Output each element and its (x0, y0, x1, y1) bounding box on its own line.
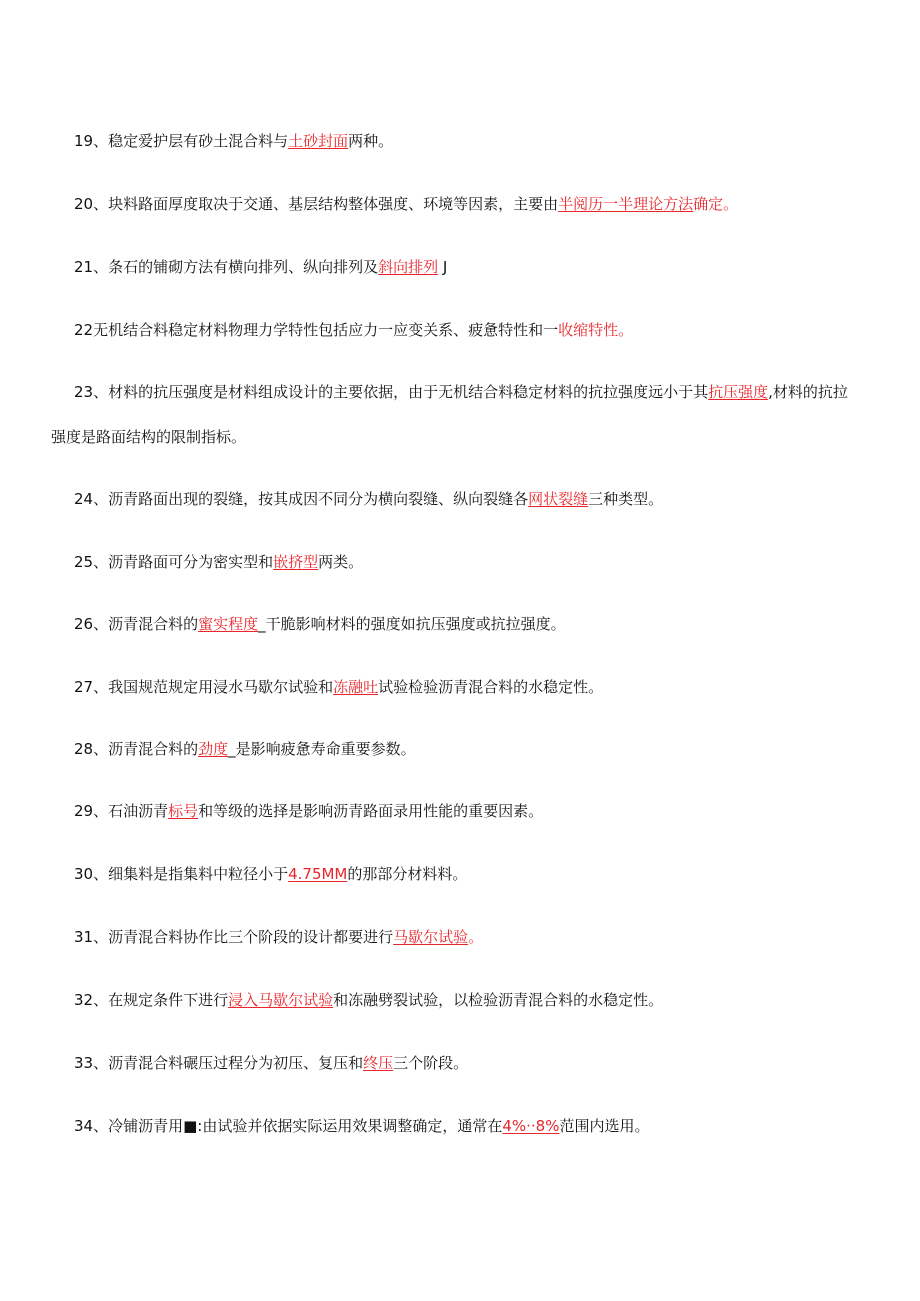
item-28 (74, 739, 416, 759)
item-32-answer: 浸入马歇尔试验 (228, 991, 334, 1009)
item-25-answer: 嵌挤型 (273, 553, 319, 571)
item-19-text-b: 两种。 (348, 132, 394, 150)
item-33 (74, 1053, 468, 1073)
item-23-continuation: 强度是路面结构的限制指标。 (51, 428, 247, 446)
item-19-answer: 土砂封面 (288, 132, 349, 150)
item-22-text-a: 22无机结合料稳定材料物理力学特性包括应力一应变关系、疲惫特性和一 (74, 321, 559, 339)
item-30-text-a: 30、细集料是指集料中粒径小于 (74, 865, 289, 883)
item-22 (74, 320, 633, 340)
item-24-answer: 网状裂缝 (528, 490, 589, 508)
item-34-answer: 4%··8% (502, 1117, 560, 1135)
item-30-answer: 4.75MM (288, 865, 348, 883)
item-32 (74, 990, 663, 1010)
item-21-text-b: J (438, 258, 448, 276)
item-31-text-b: 。 (468, 928, 484, 946)
item-25 (74, 552, 363, 572)
item-26-text-a: 26、沥青混合料的 (74, 615, 199, 633)
item-22-answer: 收缩特性。 (558, 321, 634, 339)
item-33-answer: 终压 (363, 1054, 394, 1072)
item-33-text-b: 三个阶段。 (393, 1054, 469, 1072)
item-26-text-b: _干脆影响材料的强度如抗压强度或抗拉强度。 (258, 615, 566, 633)
item-33-text-a: 33、沥青混合料碾压过程分为初压、复压和 (74, 1054, 364, 1072)
item-20 (74, 194, 738, 214)
item-21-text-a: 21、条石的铺砌方法有横向排列、纵向排列及 (74, 258, 379, 276)
item-28-text-a: 28、沥青混合料的 (74, 740, 199, 758)
item-24-text-b: 三种类型。 (588, 490, 664, 508)
item-31-text-a: 31、沥青混合料协作比三个阶段的设计都要进行 (74, 928, 394, 946)
item-31 (74, 927, 483, 947)
item-27-text-a: 27、我国规范规定用浸水马歇尔试验和 (74, 678, 334, 696)
item-34 (74, 1116, 649, 1136)
item-29 (74, 801, 543, 821)
item-26-answer: 蜜实程度 (198, 615, 259, 633)
item-24 (74, 489, 663, 509)
item-34-text-b: 范围内选用。 (559, 1117, 650, 1135)
item-32-text-a: 32、在规定条件下进行 (74, 991, 229, 1009)
item-30-text-b: 的那部分材料料。 (347, 865, 468, 883)
item-20-text-b: 确定。 (693, 195, 739, 213)
item-29-answer: 标号 (168, 802, 199, 820)
item-19 (74, 131, 393, 151)
item-27-answer: 冻融吐 (333, 678, 379, 696)
item-19-text-a: 19、稳定爱护层有砂土混合料与 (74, 132, 289, 150)
item-29-text-a: 29、石油沥青 (74, 802, 169, 820)
item-23-answer: 抗压强度 (708, 383, 769, 401)
item-32-text-b: 和冻融劈裂试验，以检验沥青混合料的水稳定性。 (333, 991, 664, 1009)
item-34-text-a: 34、冷铺沥青用■:由试验并依据实际运用效果调整确定，通常在 (74, 1117, 503, 1135)
item-30 (74, 864, 467, 884)
item-27-text-b: 试验检验沥青混合料的水稳定性。 (378, 678, 604, 696)
item-31-answer: 马歇尔试验 (393, 928, 469, 946)
item-28-text-b: _是影响疲惫寿命重要参数。 (228, 740, 416, 758)
item-26 (74, 614, 566, 634)
item-23-text-a: 23、材料的抗压强度是材料组成设计的主要依据，由于无机结合料稳定材料的抗拉强度远小于其 (74, 383, 709, 401)
item-25-text-b: 两类。 (318, 553, 364, 571)
item-21 (74, 257, 447, 277)
item-21-answer: 斜向排列 (378, 258, 439, 276)
item-28-answer: 劲度 (198, 740, 229, 758)
item-25-text-a: 25、沥青路面可分为密实型和 (74, 553, 274, 571)
item-24-text-a: 24、沥青路面出现的裂缝，按其成因不同分为横向裂缝、纵向裂缝各 (74, 490, 529, 508)
item-23-text-b: ,材料的抗拉 (768, 383, 848, 401)
item-29-text-b: 和等级的选择是影响沥青路面录用性能的重要因素。 (198, 802, 544, 820)
item-20-text-a: 20、块料路面厚度取决于交通、基层结构整体强度、环境等因素，主要由 (74, 195, 559, 213)
item-23 (74, 382, 848, 402)
item-27 (74, 677, 603, 697)
item-20-answer: 半阅历一半理论方法 (558, 195, 694, 213)
